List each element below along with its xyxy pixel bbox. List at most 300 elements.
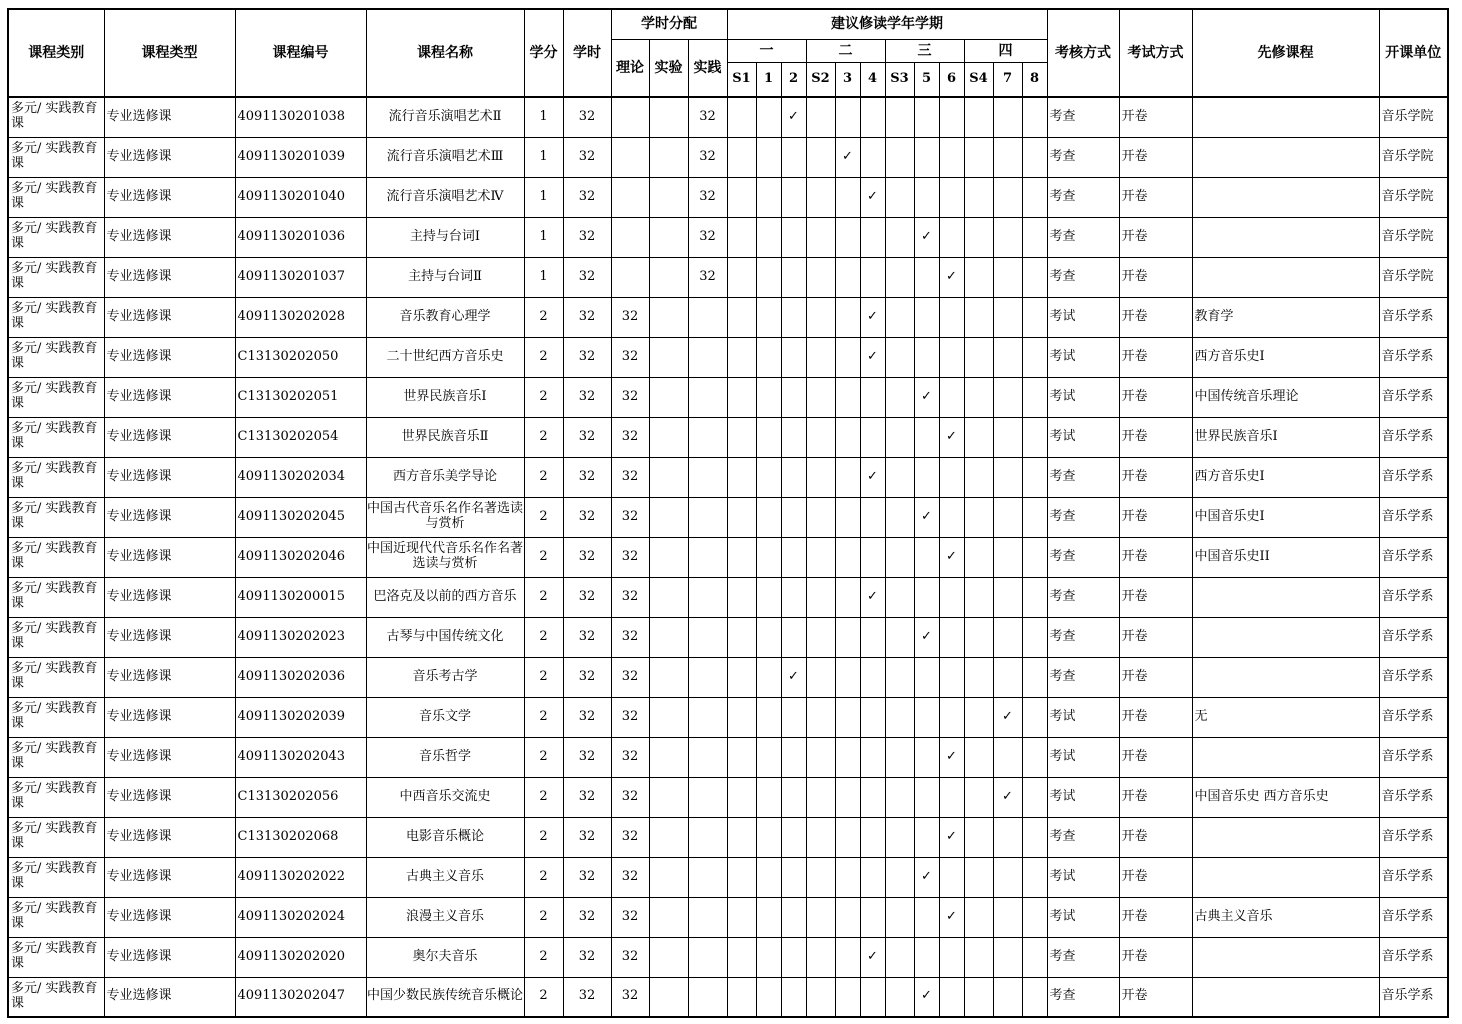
course-name: 音乐哲学 (366, 737, 524, 777)
semester-cell-8 (1022, 857, 1047, 897)
semester-cell-6 (939, 177, 964, 217)
semester-cell-8 (1022, 617, 1047, 657)
semester-cell-2 (781, 377, 806, 417)
course-category: 多元/ 实践教育课 (8, 497, 104, 537)
course-code: C13130202051 (235, 377, 366, 417)
semester-cell-s1 (727, 97, 756, 137)
semester-cell-1 (756, 337, 781, 377)
hours-practice: 32 (688, 257, 727, 297)
course-name: 中西音乐交流史 (366, 777, 524, 817)
offering-unit: 音乐学系 (1379, 937, 1448, 977)
hours-theory: 32 (611, 817, 649, 857)
semester-cell-8 (1022, 977, 1047, 1017)
table-row (8, 897, 1448, 937)
semester-cell-1 (756, 537, 781, 577)
exam-method: 开卷 (1119, 217, 1192, 257)
hours-practice (688, 457, 727, 497)
course-name: 主持与台词Ⅰ (366, 217, 524, 257)
prerequisite (1192, 97, 1379, 137)
semester-cell-3 (835, 937, 860, 977)
exam-method: 开卷 (1119, 697, 1192, 737)
check-icon: ✓ (781, 97, 806, 137)
semester-cell-7 (993, 337, 1022, 377)
course-code: 4091130201040 (235, 177, 366, 217)
semester-cell-s4 (964, 97, 993, 137)
assess-method: 考试 (1047, 297, 1119, 337)
header-semester-s1: S1 (727, 63, 756, 98)
semester-cell-8 (1022, 777, 1047, 817)
semester-cell-8 (1022, 457, 1047, 497)
hours-practice (688, 977, 727, 1017)
hours-theory: 32 (611, 857, 649, 897)
semester-cell-7 (993, 377, 1022, 417)
course-category: 多元/ 实践教育课 (8, 257, 104, 297)
course-category: 多元/ 实践教育课 (8, 537, 104, 577)
course-code: 4091130202024 (235, 897, 366, 937)
table-row (8, 257, 1448, 297)
course-type: 专业选修课 (104, 897, 235, 937)
hours-practice (688, 737, 727, 777)
semester-cell-s1 (727, 937, 756, 977)
hours-theory: 32 (611, 497, 649, 537)
hours-theory: 32 (611, 377, 649, 417)
semester-cell-3 (835, 497, 860, 537)
hours-theory (611, 137, 649, 177)
course-code: C13130202050 (235, 337, 366, 377)
course-code: 4091130202047 (235, 977, 366, 1017)
header-code: 课程编号 (235, 9, 366, 97)
course-category: 多元/ 实践教育课 (8, 417, 104, 457)
semester-cell-1 (756, 657, 781, 697)
semester-cell-2 (781, 937, 806, 977)
course-category: 多元/ 实践教育课 (8, 737, 104, 777)
hours-experiment (649, 497, 688, 537)
semester-cell-2 (781, 137, 806, 177)
prerequisite (1192, 817, 1379, 857)
course-hours: 32 (563, 537, 611, 577)
semester-cell-s2 (806, 417, 835, 457)
course-name: 流行音乐演唱艺术Ⅱ (366, 97, 524, 137)
header-credit: 学分 (524, 9, 563, 97)
curriculum-table (7, 8, 1449, 1018)
prerequisite (1192, 977, 1379, 1017)
course-hours: 32 (563, 97, 611, 137)
semester-cell-5 (914, 697, 939, 737)
course-type: 专业选修课 (104, 297, 235, 337)
course-type: 专业选修课 (104, 417, 235, 457)
course-credit: 2 (524, 577, 563, 617)
course-hours: 32 (563, 257, 611, 297)
assess-method: 考查 (1047, 217, 1119, 257)
semester-cell-s4 (964, 177, 993, 217)
semester-cell-6 (939, 217, 964, 257)
course-credit: 2 (524, 617, 563, 657)
semester-cell-7 (993, 537, 1022, 577)
check-icon: ✓ (939, 897, 964, 937)
semester-cell-2 (781, 457, 806, 497)
exam-method: 开卷 (1119, 257, 1192, 297)
semester-cell-2 (781, 257, 806, 297)
semester-cell-6 (939, 577, 964, 617)
offering-unit: 音乐学系 (1379, 497, 1448, 537)
semester-cell-1 (756, 217, 781, 257)
semester-cell-s1 (727, 497, 756, 537)
header-hours: 学时 (563, 9, 611, 97)
semester-cell-s1 (727, 417, 756, 457)
semester-cell-8 (1022, 217, 1047, 257)
semester-cell-5 (914, 937, 939, 977)
hours-experiment (649, 257, 688, 297)
hours-experiment (649, 217, 688, 257)
semester-cell-1 (756, 857, 781, 897)
semester-cell-4 (860, 257, 885, 297)
semester-cell-s4 (964, 857, 993, 897)
course-hours: 32 (563, 497, 611, 537)
semester-cell-2 (781, 737, 806, 777)
semester-cell-s4 (964, 137, 993, 177)
exam-method: 开卷 (1119, 337, 1192, 377)
exam-method: 开卷 (1119, 577, 1192, 617)
hours-theory: 32 (611, 737, 649, 777)
semester-cell-s3 (885, 217, 914, 257)
course-credit: 2 (524, 657, 563, 697)
offering-unit: 音乐学系 (1379, 377, 1448, 417)
hours-experiment (649, 937, 688, 977)
exam-method: 开卷 (1119, 657, 1192, 697)
hours-practice (688, 577, 727, 617)
exam-method: 开卷 (1119, 617, 1192, 657)
semester-cell-s2 (806, 857, 835, 897)
header-semester-1: 1 (756, 63, 781, 98)
course-name: 浪漫主义音乐 (366, 897, 524, 937)
semester-cell-s1 (727, 377, 756, 417)
semester-cell-5 (914, 257, 939, 297)
semester-cell-7 (993, 177, 1022, 217)
semester-cell-3 (835, 297, 860, 337)
hours-practice (688, 337, 727, 377)
hours-experiment (649, 857, 688, 897)
semester-cell-s4 (964, 497, 993, 537)
semester-cell-s4 (964, 817, 993, 857)
semester-cell-4 (860, 97, 885, 137)
semester-cell-3 (835, 657, 860, 697)
exam-method: 开卷 (1119, 937, 1192, 977)
semester-cell-6 (939, 937, 964, 977)
hours-experiment (649, 977, 688, 1017)
hours-experiment (649, 97, 688, 137)
table-row (8, 497, 1448, 537)
semester-cell-2 (781, 417, 806, 457)
offering-unit: 音乐学系 (1379, 537, 1448, 577)
course-credit: 2 (524, 737, 563, 777)
semester-cell-3 (835, 697, 860, 737)
semester-cell-s3 (885, 897, 914, 937)
table-row (8, 137, 1448, 177)
exam-method: 开卷 (1119, 137, 1192, 177)
header-semester-s4: S4 (964, 63, 993, 98)
semester-cell-s2 (806, 657, 835, 697)
semester-cell-6 (939, 337, 964, 377)
course-code: 4091130201037 (235, 257, 366, 297)
semester-cell-7 (993, 297, 1022, 337)
semester-cell-3 (835, 417, 860, 457)
course-code: 4091130202022 (235, 857, 366, 897)
course-code: 4091130200015 (235, 577, 366, 617)
semester-cell-4 (860, 137, 885, 177)
course-hours: 32 (563, 857, 611, 897)
course-code: 4091130202039 (235, 697, 366, 737)
hours-experiment (649, 377, 688, 417)
semester-cell-8 (1022, 537, 1047, 577)
semester-cell-5 (914, 137, 939, 177)
semester-cell-8 (1022, 657, 1047, 697)
header-assess: 考核方式 (1047, 9, 1119, 97)
exam-method: 开卷 (1119, 777, 1192, 817)
table-row (8, 417, 1448, 457)
check-icon: ✓ (914, 497, 939, 537)
course-code: 4091130202046 (235, 537, 366, 577)
semester-cell-s2 (806, 377, 835, 417)
course-type: 专业选修课 (104, 97, 235, 137)
check-icon: ✓ (781, 657, 806, 697)
check-icon: ✓ (914, 857, 939, 897)
prerequisite: 中国音乐史II (1192, 537, 1379, 577)
course-type: 专业选修课 (104, 377, 235, 417)
course-type: 专业选修课 (104, 937, 235, 977)
hours-experiment (649, 817, 688, 857)
hours-practice (688, 857, 727, 897)
course-hours: 32 (563, 377, 611, 417)
check-icon: ✓ (860, 337, 885, 377)
semester-cell-3 (835, 737, 860, 777)
semester-cell-4 (860, 217, 885, 257)
prerequisite: 古典主义音乐 (1192, 897, 1379, 937)
semester-cell-1 (756, 377, 781, 417)
assess-method: 考查 (1047, 817, 1119, 857)
check-icon: ✓ (939, 737, 964, 777)
semester-cell-5 (914, 537, 939, 577)
header-prereq: 先修课程 (1192, 9, 1379, 97)
table-row (8, 217, 1448, 257)
course-credit: 2 (524, 937, 563, 977)
hours-practice: 32 (688, 137, 727, 177)
course-hours: 32 (563, 577, 611, 617)
prerequisite (1192, 657, 1379, 697)
semester-cell-2 (781, 777, 806, 817)
table-row (8, 617, 1448, 657)
course-name: 音乐教育心理学 (366, 297, 524, 337)
semester-cell-s2 (806, 697, 835, 737)
semester-cell-8 (1022, 497, 1047, 537)
semester-cell-1 (756, 817, 781, 857)
semester-cell-3 (835, 777, 860, 817)
semester-cell-4 (860, 897, 885, 937)
hours-experiment (649, 697, 688, 737)
check-icon: ✓ (939, 537, 964, 577)
course-code: 4091130202036 (235, 657, 366, 697)
semester-cell-7 (993, 617, 1022, 657)
semester-cell-4 (860, 977, 885, 1017)
hours-theory: 32 (611, 537, 649, 577)
semester-cell-s1 (727, 217, 756, 257)
hours-theory (611, 257, 649, 297)
semester-cell-7 (993, 817, 1022, 857)
course-hours: 32 (563, 617, 611, 657)
prerequisite (1192, 137, 1379, 177)
semester-cell-3 (835, 817, 860, 857)
prerequisite (1192, 577, 1379, 617)
offering-unit: 音乐学系 (1379, 577, 1448, 617)
semester-cell-7 (993, 217, 1022, 257)
header-unit: 开课单位 (1379, 9, 1448, 97)
semester-cell-6 (939, 377, 964, 417)
offering-unit: 音乐学系 (1379, 777, 1448, 817)
semester-cell-s4 (964, 977, 993, 1017)
semester-cell-5 (914, 737, 939, 777)
offering-unit: 音乐学院 (1379, 137, 1448, 177)
semester-cell-s3 (885, 457, 914, 497)
semester-cell-6 (939, 97, 964, 137)
course-type: 专业选修课 (104, 537, 235, 577)
offering-unit: 音乐学系 (1379, 297, 1448, 337)
hours-experiment (649, 537, 688, 577)
exam-method: 开卷 (1119, 457, 1192, 497)
prerequisite: 教育学 (1192, 297, 1379, 337)
semester-cell-s2 (806, 457, 835, 497)
course-category: 多元/ 实践教育课 (8, 897, 104, 937)
semester-cell-s1 (727, 457, 756, 497)
check-icon: ✓ (914, 377, 939, 417)
course-code: C13130202054 (235, 417, 366, 457)
prerequisite (1192, 617, 1379, 657)
assess-method: 考查 (1047, 537, 1119, 577)
semester-cell-1 (756, 257, 781, 297)
semester-cell-5 (914, 457, 939, 497)
semester-cell-s1 (727, 817, 756, 857)
hours-experiment (649, 297, 688, 337)
semester-cell-s2 (806, 617, 835, 657)
assess-method: 考查 (1047, 657, 1119, 697)
header-semester-4: 4 (860, 63, 885, 98)
course-code: 4091130202023 (235, 617, 366, 657)
exam-method: 开卷 (1119, 377, 1192, 417)
table-row (8, 377, 1448, 417)
assess-method: 考试 (1047, 777, 1119, 817)
hours-practice (688, 297, 727, 337)
semester-cell-s3 (885, 977, 914, 1017)
semester-cell-1 (756, 697, 781, 737)
table-row (8, 857, 1448, 897)
course-code: 4091130202028 (235, 297, 366, 337)
semester-cell-7 (993, 977, 1022, 1017)
table-row (8, 177, 1448, 217)
semester-cell-3 (835, 977, 860, 1017)
semester-cell-3 (835, 177, 860, 217)
semester-cell-3 (835, 97, 860, 137)
course-hours: 32 (563, 457, 611, 497)
semester-cell-s2 (806, 497, 835, 537)
header-semester-3: 3 (835, 63, 860, 98)
semester-cell-8 (1022, 257, 1047, 297)
semester-cell-2 (781, 897, 806, 937)
table-row (8, 937, 1448, 977)
semester-cell-5 (914, 817, 939, 857)
semester-cell-s4 (964, 777, 993, 817)
header-semester-2: 2 (781, 63, 806, 98)
semester-cell-1 (756, 297, 781, 337)
semester-cell-s2 (806, 257, 835, 297)
semester-cell-8 (1022, 297, 1047, 337)
check-icon: ✓ (860, 457, 885, 497)
course-type: 专业选修课 (104, 497, 235, 537)
course-credit: 1 (524, 137, 563, 177)
offering-unit: 音乐学系 (1379, 697, 1448, 737)
semester-cell-5 (914, 337, 939, 377)
semester-cell-1 (756, 897, 781, 937)
semester-cell-2 (781, 617, 806, 657)
semester-cell-s4 (964, 217, 993, 257)
semester-cell-1 (756, 177, 781, 217)
course-type: 专业选修课 (104, 657, 235, 697)
header-semester-6: 6 (939, 63, 964, 98)
course-category: 多元/ 实践教育课 (8, 97, 104, 137)
hours-practice (688, 897, 727, 937)
semester-cell-s1 (727, 337, 756, 377)
hours-practice (688, 417, 727, 457)
semester-cell-s3 (885, 297, 914, 337)
course-credit: 2 (524, 857, 563, 897)
semester-cell-3 (835, 217, 860, 257)
semester-cell-6 (939, 977, 964, 1017)
semester-cell-s1 (727, 617, 756, 657)
semester-cell-s1 (727, 297, 756, 337)
check-icon: ✓ (914, 977, 939, 1017)
offering-unit: 音乐学系 (1379, 617, 1448, 657)
check-icon: ✓ (914, 217, 939, 257)
course-category: 多元/ 实践教育课 (8, 777, 104, 817)
semester-cell-s1 (727, 257, 756, 297)
semester-cell-6 (939, 777, 964, 817)
semester-cell-1 (756, 97, 781, 137)
hours-theory (611, 97, 649, 137)
header-semester-group: 建议修读学年学期 (727, 9, 1047, 40)
semester-cell-4 (860, 657, 885, 697)
course-code: C13130202068 (235, 817, 366, 857)
prerequisite: 西方音乐史Ⅰ (1192, 457, 1379, 497)
semester-cell-2 (781, 857, 806, 897)
course-category: 多元/ 实践教育课 (8, 697, 104, 737)
check-icon: ✓ (939, 817, 964, 857)
header-year-3: 三 (885, 40, 964, 63)
semester-cell-s2 (806, 817, 835, 857)
header-semester-7: 7 (993, 63, 1022, 98)
course-hours: 32 (563, 897, 611, 937)
course-hours: 32 (563, 177, 611, 217)
hours-theory: 32 (611, 977, 649, 1017)
semester-cell-s3 (885, 177, 914, 217)
course-type: 专业选修课 (104, 697, 235, 737)
course-name: 音乐考古学 (366, 657, 524, 697)
semester-cell-8 (1022, 137, 1047, 177)
check-icon: ✓ (860, 177, 885, 217)
course-hours: 32 (563, 817, 611, 857)
course-type: 专业选修课 (104, 817, 235, 857)
exam-method: 开卷 (1119, 497, 1192, 537)
assess-method: 考试 (1047, 897, 1119, 937)
table-row (8, 577, 1448, 617)
exam-method: 开卷 (1119, 97, 1192, 137)
semester-cell-2 (781, 977, 806, 1017)
